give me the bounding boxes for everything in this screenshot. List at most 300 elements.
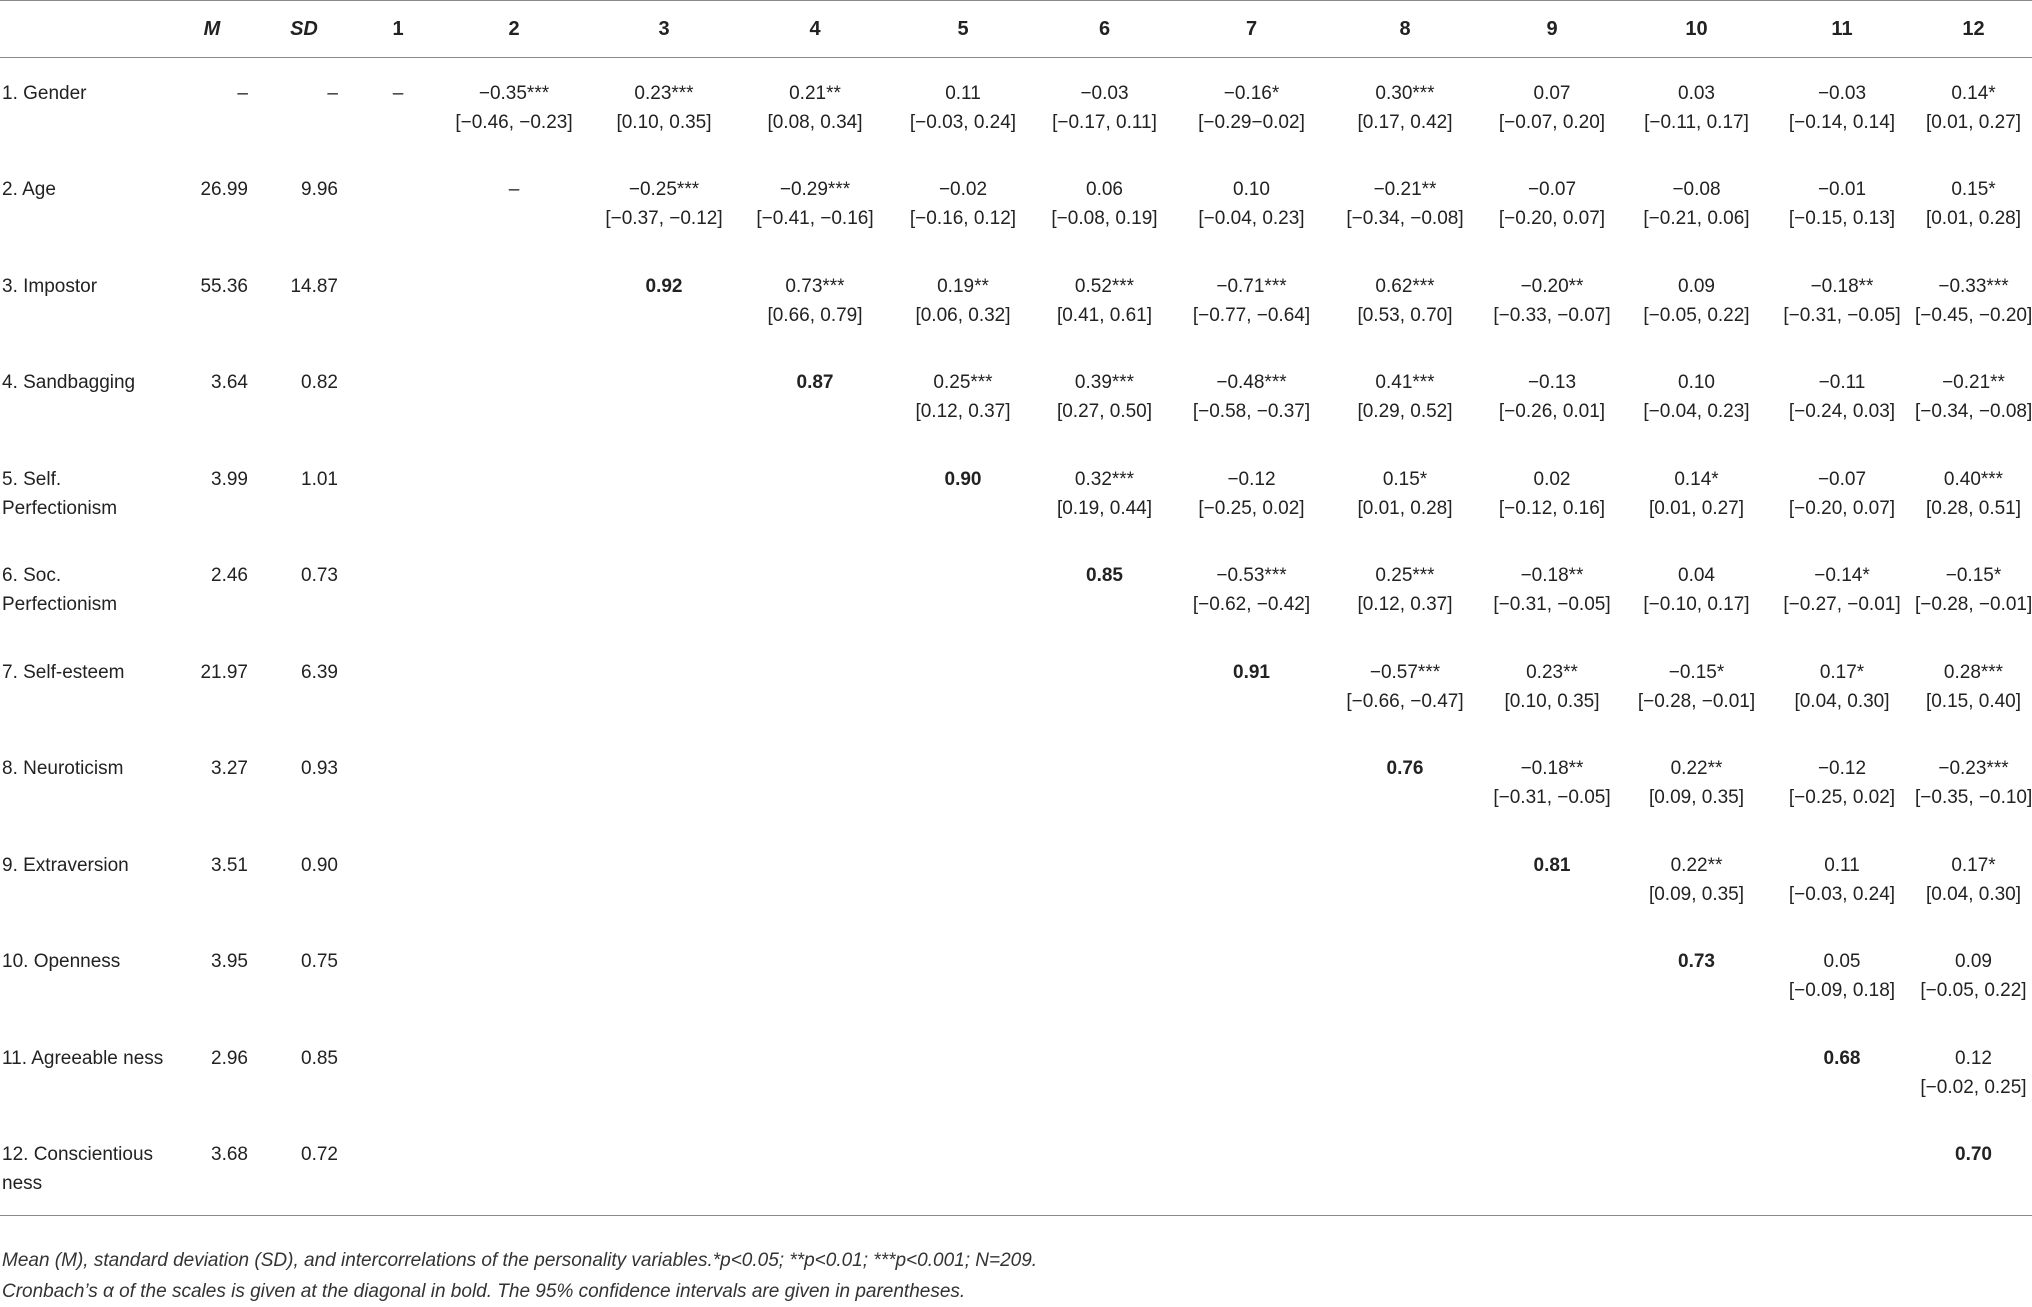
correlation-cell: [1480, 1023, 1624, 1120]
header-col-2: 2: [440, 1, 588, 58]
confidence-interval: [0.28, 0.51]: [1925, 497, 2022, 519]
correlation-cell: [1173, 154, 1330, 251]
confidence-interval: [−0.10, 0.17]: [1643, 594, 1750, 615]
correlation-cell: [1769, 347, 1915, 444]
correlation-cell: [1915, 637, 2032, 734]
mean-cell: 21.97: [200, 661, 248, 683]
correlation-value: 0.07: [1533, 83, 1571, 104]
correlation-cell: [1173, 830, 1330, 927]
table-row: [0, 540, 2032, 637]
table-footnote: [2, 1245, 2022, 1307]
correlation-value: 0.30***: [1375, 83, 1435, 104]
correlation-cell: [1330, 733, 1480, 830]
confidence-interval: [−0.31, −0.05]: [1493, 594, 1611, 615]
correlation-value: 0.19**: [937, 275, 989, 297]
correlation-cell: [740, 58, 890, 155]
correlation-value: 0.09: [1678, 275, 1715, 297]
sd-cell: 0.72: [252, 1119, 356, 1216]
correlation-cell: [1769, 251, 1915, 348]
correlation-cell: [440, 540, 588, 637]
correlation-value: 0.22**: [1670, 854, 1723, 876]
confidence-interval: [−0.03, 0.24]: [909, 112, 1017, 133]
confidence-interval: [−0.16, 0.12]: [909, 208, 1017, 229]
correlation-cell: [1036, 830, 1173, 927]
correlation-value: −0.18**: [1520, 758, 1584, 779]
correlation-cell: [440, 1119, 588, 1216]
correlation-cell: [1480, 251, 1624, 348]
correlation-cell: [356, 251, 440, 348]
correlation-cell: [740, 1119, 890, 1216]
correlation-value: −0.20**: [1520, 275, 1584, 297]
correlation-cell: [356, 58, 440, 155]
correlation-cell: [1173, 637, 1330, 734]
correlation-cell: [1915, 1119, 2032, 1216]
correlation-cell: [356, 444, 440, 541]
confidence-interval: [0.12, 0.37]: [915, 401, 1011, 422]
correlation-value: −0.23***: [1938, 758, 2009, 779]
correlation-value: −0.21**: [1373, 179, 1437, 200]
correlation-cell: [1915, 733, 2032, 830]
correlation-value: 0.15*: [1382, 468, 1428, 490]
correlation-cell: [588, 733, 740, 830]
correlation-cell: [588, 347, 740, 444]
correlation-value: −0.07: [1817, 468, 1867, 490]
mean-cell: 2.46: [211, 565, 248, 586]
correlation-cell: [1480, 540, 1624, 637]
correlation-value: 0.12: [1955, 1047, 1992, 1069]
confidence-interval: [−0.34, −0.08]: [1346, 208, 1464, 229]
table-body: [0, 58, 2032, 1216]
correlation-cell: [1769, 637, 1915, 734]
confidence-interval: [−0.03, 0.24]: [1788, 883, 1896, 905]
correlation-cell: [1480, 733, 1624, 830]
correlation-value: 0.15*: [1951, 179, 1996, 200]
mean-cell: 3.99: [211, 468, 248, 490]
confidence-interval: [−0.20, 0.07]: [1788, 497, 1896, 519]
correlation-value: −0.01: [1817, 179, 1867, 200]
correlation-cell: [1480, 347, 1624, 444]
confidence-interval: [−0.29−0.02]: [1198, 112, 1305, 133]
mean-cell: 2.96: [211, 1047, 248, 1069]
correlation-value: −0.12: [1227, 468, 1276, 490]
header-col-9: 9: [1480, 1, 1624, 58]
correlation-cell: [740, 540, 890, 637]
confidence-interval: [−0.15, 0.13]: [1788, 208, 1896, 229]
sd-cell: 0.73: [301, 565, 338, 586]
confidence-interval: [−0.58, −0.37]: [1192, 401, 1311, 422]
correlation-cell: [1624, 733, 1769, 830]
correlation-cell: [1769, 926, 1915, 1023]
header-col-sd: SD: [252, 1, 356, 58]
correlation-value: −0.03: [1080, 83, 1129, 104]
sd-cell: 0.75: [301, 951, 338, 972]
correlation-cell: [1480, 154, 1624, 251]
row-label: 7. Self-esteem: [2, 661, 125, 683]
confidence-interval: [−0.25, 0.02]: [1198, 497, 1305, 519]
confidence-interval: [−0.46, −0.23]: [455, 112, 573, 133]
correlation-cell: [1036, 733, 1173, 830]
cronbach-alpha-value: 0.68: [1823, 1047, 1861, 1069]
correlation-value: −0.25***: [628, 179, 700, 200]
correlation-cell: [588, 58, 740, 155]
confidence-interval: [0.01, 0.28]: [1925, 208, 2022, 229]
table-row: [0, 830, 2032, 927]
correlation-cell: [1624, 444, 1769, 541]
correlation-value: 0.17*: [1819, 661, 1865, 683]
correlation-value: 0.41***: [1375, 372, 1435, 393]
correlation-cell: [1769, 154, 1915, 251]
confidence-interval: [−0.17, 0.11]: [1052, 112, 1157, 133]
correlation-cell: [1173, 251, 1330, 348]
correlation-cell: [1173, 1119, 1330, 1216]
confidence-interval: [−0.45, −0.20]: [1915, 304, 2032, 326]
correlation-cell: [740, 154, 890, 251]
confidence-interval: [−0.04, 0.23]: [1198, 208, 1305, 229]
confidence-interval: [0.19, 0.44]: [1056, 497, 1153, 519]
row-label: 1. Gender: [2, 83, 87, 104]
correlation-value: −0.15*: [1945, 565, 2002, 586]
correlation-value: 0.10: [1233, 179, 1270, 200]
correlation-cell: [1173, 58, 1330, 155]
correlation-value: −0.03: [1817, 83, 1867, 104]
row-label: 3. Impostor: [2, 275, 98, 297]
correlation-cell: [588, 540, 740, 637]
correlation-cell: [1173, 733, 1330, 830]
sd-cell: 14.87: [290, 275, 338, 297]
header-col-5: 5: [890, 1, 1036, 58]
correlation-value: −0.14*: [1814, 565, 1870, 586]
mean-cell: 3.95: [211, 951, 248, 972]
correlation-cell: [356, 926, 440, 1023]
correlation-cell: [440, 733, 588, 830]
correlation-value: 0.06: [1086, 179, 1123, 200]
correlation-cell: [440, 251, 588, 348]
correlation-cell: [1036, 1119, 1173, 1216]
correlation-cell: [588, 1023, 740, 1120]
mean-cell: 3.68: [172, 1119, 252, 1216]
confidence-interval: [0.04, 0.30]: [1925, 883, 2022, 905]
correlation-value: −0.15*: [1668, 661, 1725, 683]
sd-cell: 0.93: [301, 758, 338, 779]
row-label: 6. Soc. Perfectionism: [2, 565, 118, 615]
confidence-interval: [−0.25, 0.02]: [1788, 787, 1896, 808]
confidence-interval: [−0.37, −0.12]: [605, 208, 723, 229]
correlation-value: −0.02: [938, 179, 988, 200]
correlation-cell: [1624, 926, 1769, 1023]
cronbach-alpha-value: 0.90: [944, 468, 982, 490]
correlation-cell: [588, 926, 740, 1023]
correlation-value: −0.21**: [1942, 372, 2005, 393]
correlation-cell: [356, 637, 440, 734]
correlation-cell: [1624, 251, 1769, 348]
cronbach-alpha-value: 0.92: [645, 275, 683, 297]
correlation-cell: [440, 1023, 588, 1120]
sd-cell: 0.82: [301, 372, 338, 393]
cronbach-alpha-value: 0.85: [1086, 565, 1123, 586]
footnote-line-1: Mean (M), standard deviation (SD), and intercorrelations of the personality variables.*p<0.05; **p<0.01; ***p<0.001; N=209.: [2, 1250, 1038, 1271]
correlation-value: 0.09: [1955, 951, 1992, 972]
correlation-value: −0.53***: [1216, 565, 1287, 586]
correlation-cell: [1624, 1119, 1769, 1216]
confidence-interval: [0.41, 0.61]: [1056, 304, 1153, 326]
correlation-cell: [1915, 58, 2032, 155]
confidence-interval: [0.01, 0.27]: [1648, 497, 1745, 519]
correlation-value: 0.28***: [1943, 661, 2004, 683]
correlation-cell: [440, 154, 588, 251]
mean-cell: 3.27: [211, 758, 248, 779]
confidence-interval: [−0.31, −0.05]: [1783, 304, 1901, 326]
mean-cell: 3.51: [211, 854, 248, 876]
sd-cell: 0.90: [301, 854, 338, 876]
correlation-value: 0.14*: [1674, 468, 1719, 490]
row-label: 2. Age: [2, 179, 56, 200]
correlation-cell: [1915, 444, 2032, 541]
sd-cell: 0.85: [301, 1047, 338, 1069]
correlation-cell: [1480, 1119, 1624, 1216]
confidence-interval: [0.04, 0.30]: [1794, 690, 1890, 712]
correlation-value: 0.25***: [933, 372, 993, 393]
sd-cell: 6.39: [301, 661, 338, 683]
correlation-cell: [1480, 637, 1624, 734]
correlation-cell: [356, 540, 440, 637]
confidence-interval: [−0.07, 0.20]: [1498, 112, 1606, 133]
correlation-cell: [740, 251, 890, 348]
correlation-value: 0.11: [1824, 854, 1860, 876]
mean-cell: 3.64: [211, 372, 248, 393]
row-label: 4. Sandbagging: [2, 372, 136, 393]
correlation-value: 0.22**: [1670, 758, 1723, 779]
correlation-value: −0.18**: [1520, 565, 1584, 586]
correlation-cell: [1769, 1023, 1915, 1120]
cronbach-alpha-value: 0.76: [1386, 758, 1424, 779]
correlation-cell: [1036, 154, 1173, 251]
mean-cell: 55.36: [200, 275, 248, 297]
confidence-interval: [−0.66, −0.47]: [1346, 690, 1464, 712]
correlation-cell: [1915, 251, 2032, 348]
table-row: [0, 154, 2032, 251]
correlation-cell: [1480, 926, 1624, 1023]
correlation-cell: [1624, 347, 1769, 444]
confidence-interval: [−0.02, 0.25]: [1920, 1076, 2027, 1098]
correlation-cell: [1769, 733, 1915, 830]
correlation-value: 0.10: [1678, 372, 1715, 393]
correlation-cell: [890, 154, 1036, 251]
correlation-cell: [588, 830, 740, 927]
correlation-cell: [1330, 154, 1480, 251]
correlation-cell: [740, 637, 890, 734]
correlation-cell: [740, 830, 890, 927]
correlation-cell: [1624, 637, 1769, 734]
correlation-cell: [588, 154, 740, 251]
footnote-line-2: Cronbach’s α of the scales is given at the diagonal in bold. The 95% confidence intervals are given in parentheses.: [2, 1281, 966, 1302]
header-col-12: 12: [1915, 1, 2032, 58]
mean-cell: 26.99: [200, 179, 248, 200]
correlation-cell: [1036, 347, 1173, 444]
confidence-interval: [−0.28, −0.01]: [1915, 594, 2032, 615]
correlation-cell: [1915, 154, 2032, 251]
header-col-7: 7: [1173, 1, 1330, 58]
correlation-value: −0.29***: [779, 179, 851, 200]
cronbach-alpha-value: 0.87: [796, 372, 834, 393]
confidence-interval: [0.27, 0.50]: [1056, 401, 1153, 422]
correlation-value: 0.05: [1823, 951, 1861, 972]
confidence-interval: [−0.20, 0.07]: [1498, 208, 1606, 229]
confidence-interval: [−0.35, −0.10]: [1915, 787, 2032, 808]
correlation-cell: [1330, 1119, 1480, 1216]
correlation-cell: [1915, 540, 2032, 637]
confidence-interval: [−0.28, −0.01]: [1637, 690, 1756, 712]
confidence-interval: [0.09, 0.35]: [1648, 787, 1745, 808]
table-row: [0, 444, 2032, 541]
correlation-cell: [1480, 444, 1624, 541]
row-label: 5. Self. Perfectionism: [2, 468, 118, 519]
correlation-value: 0.73***: [785, 275, 845, 297]
confidence-interval: [0.10, 0.35]: [616, 112, 712, 133]
confidence-interval: [−0.12, 0.16]: [1498, 497, 1606, 519]
cronbach-alpha-value: 0.73: [1678, 951, 1715, 972]
correlation-value: −0.33***: [1938, 275, 2009, 297]
confidence-interval: [−0.62, −0.42]: [1192, 594, 1311, 615]
confidence-interval: [0.09, 0.35]: [1648, 883, 1745, 905]
confidence-interval: [0.15, 0.40]: [1925, 690, 2022, 712]
confidence-interval: [−0.05, 0.22]: [1920, 980, 2027, 1001]
correlation-value: –: [508, 179, 520, 200]
confidence-interval: [−0.14, 0.14]: [1788, 112, 1896, 133]
correlation-cell: [356, 1119, 440, 1216]
confidence-interval: [−0.05, 0.22]: [1643, 304, 1750, 326]
confidence-interval: [0.29, 0.52]: [1357, 401, 1453, 422]
correlation-cell: [740, 444, 890, 541]
table-row: [0, 926, 2032, 1023]
correlation-cell: [1624, 540, 1769, 637]
correlation-value: 0.32***: [1074, 468, 1135, 490]
header-col-m: M: [172, 1, 252, 58]
correlation-cell: [1330, 58, 1480, 155]
correlation-cell: [440, 347, 588, 444]
confidence-interval: [−0.33, −0.07]: [1493, 304, 1611, 326]
confidence-interval: [−0.34, −0.08]: [1915, 401, 2032, 422]
correlation-cell: [440, 444, 588, 541]
correlation-value: −0.12: [1817, 758, 1867, 779]
correlation-value: 0.62***: [1375, 275, 1435, 297]
correlation-cell: [1480, 830, 1624, 927]
correlation-value: −0.08: [1672, 179, 1721, 200]
correlation-cell: [1624, 830, 1769, 927]
correlation-value: 0.39***: [1074, 372, 1135, 393]
header-col-6: 6: [1036, 1, 1173, 58]
cronbach-alpha-value: 0.91: [1233, 661, 1270, 683]
correlation-cell: [1915, 830, 2032, 927]
correlation-cell: [1480, 58, 1624, 155]
correlation-cell: [1330, 251, 1480, 348]
correlation-cell: [440, 637, 588, 734]
confidence-interval: [0.10, 0.35]: [1504, 690, 1600, 712]
confidence-interval: [−0.11, 0.17]: [1644, 112, 1749, 133]
correlation-value: 0.25***: [1375, 565, 1435, 586]
correlation-cell: [1330, 637, 1480, 734]
correlation-cell: [890, 830, 1036, 927]
cronbach-alpha-value: 0.70: [1955, 1144, 1992, 1165]
correlation-cell: [440, 58, 588, 155]
header-col-10: 10: [1624, 1, 1769, 58]
correlation-cell: [1330, 347, 1480, 444]
correlation-cell: [1624, 1023, 1769, 1120]
row-label: 8. Neuroticism: [2, 758, 124, 779]
correlation-value: 0.11: [945, 83, 981, 104]
table-row: [0, 1119, 2032, 1216]
correlation-cell: [890, 251, 1036, 348]
confidence-interval: [−0.04, 0.23]: [1643, 401, 1750, 422]
correlation-value: 0.23**: [1526, 661, 1578, 683]
correlation-value: 0.04: [1678, 565, 1715, 586]
correlation-cell: [1915, 347, 2032, 444]
header-variable: [0, 1, 172, 58]
correlation-cell: [1173, 347, 1330, 444]
correlation-cell: [1036, 251, 1173, 348]
mean-cell: –: [237, 83, 248, 104]
correlation-cell: [356, 154, 440, 251]
correlation-value: −0.18**: [1810, 275, 1874, 297]
correlation-cell: [1173, 540, 1330, 637]
correlation-cell: [1624, 58, 1769, 155]
table-row: [0, 637, 2032, 734]
row-label: 11. Agreeable ness: [2, 1047, 164, 1069]
correlation-cell: [740, 347, 890, 444]
table-row: [0, 733, 2032, 830]
correlation-cell: [356, 1023, 440, 1120]
correlation-value: −0.48***: [1216, 372, 1287, 393]
header-col-3: 3: [588, 1, 740, 58]
correlation-cell: [1173, 1023, 1330, 1120]
correlation-cell: [740, 733, 890, 830]
header-col-8: 8: [1330, 1, 1480, 58]
correlation-value: 0.21**: [789, 83, 841, 104]
confidence-interval: [0.66, 0.79]: [767, 304, 863, 326]
correlation-cell: [740, 926, 890, 1023]
correlation-value: 0.40***: [1943, 468, 2004, 490]
correlation-value: 0.14*: [1951, 83, 1996, 104]
correlation-cell: [1915, 926, 2032, 1023]
correlation-cell: [356, 733, 440, 830]
correlation-value: −0.35***: [478, 83, 550, 104]
correlation-value: 0.17*: [1951, 854, 1996, 876]
row-label: 9. Extraversion: [2, 854, 129, 876]
correlation-value: 0.03: [1678, 83, 1715, 104]
correlation-value: −0.71***: [1216, 275, 1287, 297]
correlation-cell: [890, 1023, 1036, 1120]
correlation-cell: [1330, 444, 1480, 541]
cronbach-alpha-value: 0.81: [1533, 854, 1571, 876]
correlation-cell: [1769, 444, 1915, 541]
correlation-cell: [890, 1119, 1036, 1216]
confidence-interval: [−0.08, 0.19]: [1051, 208, 1158, 229]
confidence-interval: [0.01, 0.28]: [1357, 497, 1453, 519]
correlation-cell: [1036, 444, 1173, 541]
correlation-cell: [1173, 926, 1330, 1023]
confidence-interval: [0.06, 0.32]: [915, 304, 1011, 326]
sd-cell: 1.01: [301, 468, 338, 490]
correlation-cell: [1769, 540, 1915, 637]
correlation-cell: [890, 926, 1036, 1023]
correlation-cell: [440, 830, 588, 927]
header-col-4: 4: [740, 1, 890, 58]
correlation-cell: [890, 58, 1036, 155]
header-col-1: 1: [356, 1, 440, 58]
correlation-cell: [356, 830, 440, 927]
correlation-cell: [588, 444, 740, 541]
correlation-cell: [588, 251, 740, 348]
correlation-cell: [1330, 1023, 1480, 1120]
